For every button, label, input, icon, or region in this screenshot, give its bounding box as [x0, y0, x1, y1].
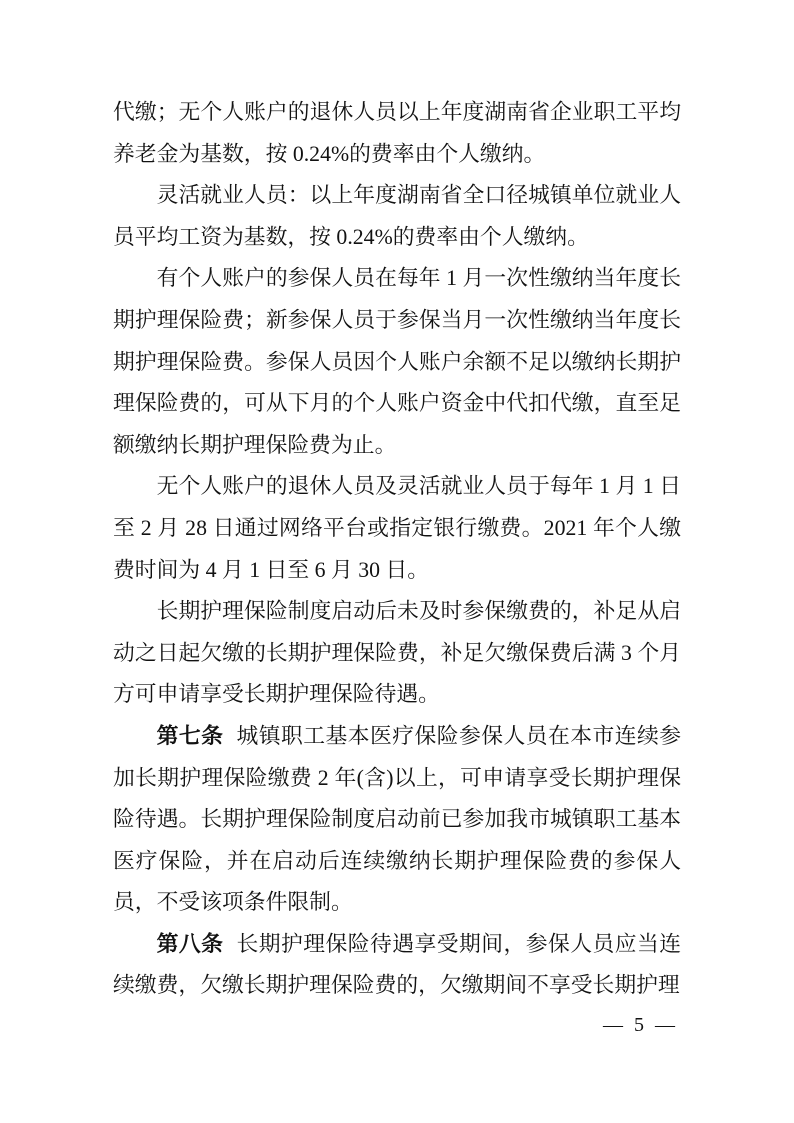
paragraph [113, 258, 681, 466]
paragraph-text: 城镇职工基本医疗保险参保人员在本市连续参加长期护理保险缴费 2 年(含)以上，可申请享受长期护理保险待遇。长期护理保险制度启动前已参加我市城镇职工基本医疗保险，并在启动后连续缴纳长期护理保险费的参保人员，不受该项条件限制。 [113, 723, 681, 915]
paragraph-text: 长期护理保险待遇享受期间，参保人员应当连续缴费，欠缴长期护理保险费的，欠缴期间不享受长期护理 [113, 931, 681, 998]
paragraph [113, 716, 681, 924]
page-number: — 5 — [603, 1014, 678, 1036]
paragraph-text: 长期护理保险制度启动后未及时参保缴费的，补足从启动之日起欠缴的长期护理保险费，补足欠缴保费后满 3 个月方可申请享受长期护理保险待遇。 [113, 599, 681, 707]
paragraph [113, 175, 681, 258]
document-body [113, 92, 681, 1007]
article-8-heading: 第八条 [156, 931, 224, 956]
paragraph [113, 924, 681, 1007]
paragraph-text: 代缴；无个人账户的退休人员以上年度湖南省企业职工平均养老金为基数，按 0.24%的费率由个人缴纳。 [113, 100, 681, 166]
paragraph-text: 无个人账户的退休人员及灵活就业人员于每年 1 月 1 日至 2 月 28 日通过网络平台或指定银行缴费。2021 年个人缴费时间为 4 月 1 日至 6 月 30 日。 [113, 474, 681, 582]
paragraph-text: 有个人账户的参保人员在每年 1 月一次性缴纳当年度长期护理保险费；新参保人员于参保当月一次性缴纳当年度长期护理保险费。参保人员因个人账户余额不足以缴纳长期护理保险费的，可从下月的个人账户资金中代扣代缴，直至足额缴纳长期护理保险费为止。 [113, 266, 681, 457]
paragraph [113, 466, 681, 591]
paragraph [113, 591, 681, 716]
article-7-heading: 第七条 [156, 723, 224, 748]
paragraph [113, 92, 681, 175]
paragraph-text: 灵活就业人员：以上年度湖南省全口径城镇单位就业人员平均工资为基数，按 0.24%的费率由个人缴纳。 [113, 183, 681, 249]
